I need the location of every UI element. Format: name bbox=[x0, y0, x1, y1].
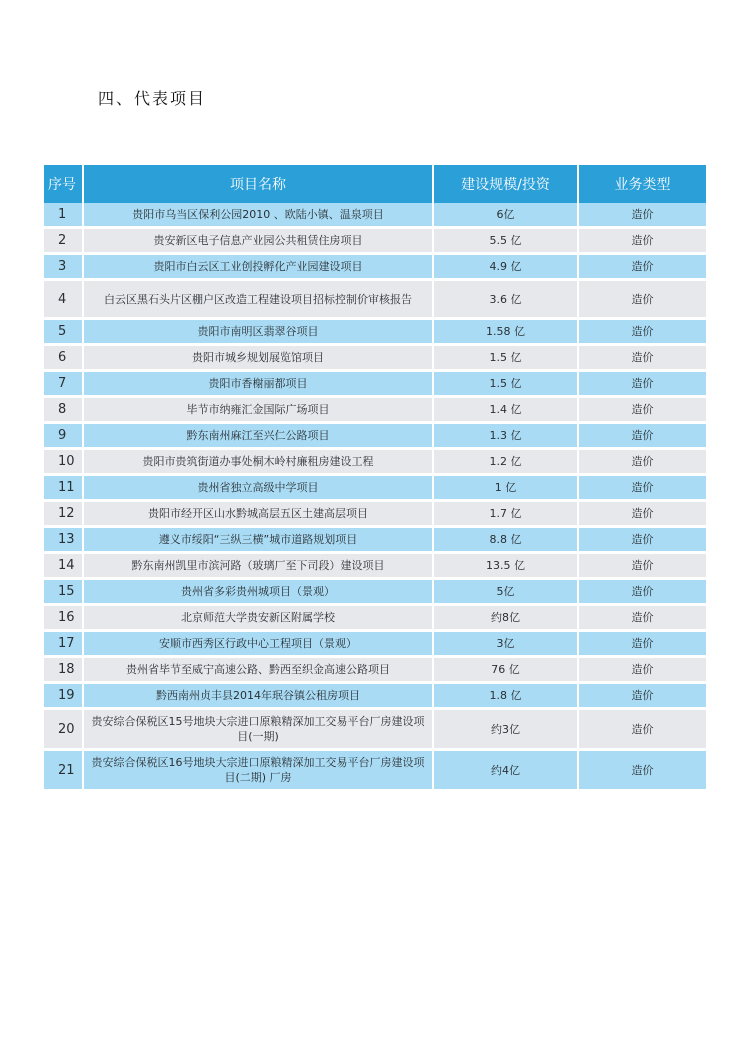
header-scale: 建设规模/投资 bbox=[434, 165, 579, 203]
row-business-type: 造价 bbox=[579, 372, 706, 398]
row-business-type: 造价 bbox=[579, 658, 706, 684]
row-project-name: 贵阳市城乡规划展览馆项目 bbox=[84, 346, 434, 372]
row-scale: 1.58 亿 bbox=[434, 320, 579, 346]
row-scale: 1.5 亿 bbox=[434, 372, 579, 398]
table-header-row bbox=[44, 165, 706, 203]
row-index: 21 bbox=[44, 751, 84, 792]
table-row bbox=[44, 229, 706, 255]
header-business-type: 业务类型 bbox=[579, 165, 706, 203]
row-project-name: 毕节市纳雍汇金国际广场项目 bbox=[84, 398, 434, 424]
table-row bbox=[44, 450, 706, 476]
table-row bbox=[44, 580, 706, 606]
row-business-type: 造价 bbox=[579, 450, 706, 476]
row-business-type: 造价 bbox=[579, 476, 706, 502]
table-row bbox=[44, 751, 706, 792]
table-row bbox=[44, 684, 706, 710]
row-index: 18 bbox=[44, 658, 84, 684]
row-index: 5 bbox=[44, 320, 84, 346]
table-row bbox=[44, 476, 706, 502]
row-project-name: 贵阳市经开区山水黔城高层五区土建高层项目 bbox=[84, 502, 434, 528]
row-index: 3 bbox=[44, 255, 84, 281]
table-row bbox=[44, 502, 706, 528]
row-index: 7 bbox=[44, 372, 84, 398]
row-index: 8 bbox=[44, 398, 84, 424]
row-business-type: 造价 bbox=[579, 281, 706, 320]
row-business-type: 造价 bbox=[579, 554, 706, 580]
row-business-type: 造价 bbox=[579, 502, 706, 528]
row-index: 4 bbox=[44, 281, 84, 320]
row-scale: 3亿 bbox=[434, 632, 579, 658]
table-row bbox=[44, 203, 706, 229]
row-business-type: 造价 bbox=[579, 632, 706, 658]
row-index: 2 bbox=[44, 229, 84, 255]
row-project-name: 安顺市西秀区行政中心工程项目（景观） bbox=[84, 632, 434, 658]
row-index: 12 bbox=[44, 502, 84, 528]
row-index: 15 bbox=[44, 580, 84, 606]
row-business-type: 造价 bbox=[579, 528, 706, 554]
row-index: 1 bbox=[44, 203, 84, 229]
table-row bbox=[44, 554, 706, 580]
row-project-name: 遵义市绥阳“三纵三横”城市道路规划项目 bbox=[84, 528, 434, 554]
row-project-name: 贵州省独立高级中学项目 bbox=[84, 476, 434, 502]
row-scale: 1 亿 bbox=[434, 476, 579, 502]
row-scale: 约3亿 bbox=[434, 710, 579, 751]
row-project-name: 贵安新区电子信息产业园公共租赁住房项目 bbox=[84, 229, 434, 255]
row-index: 20 bbox=[44, 710, 84, 751]
row-project-name: 北京师范大学贵安新区附属学校 bbox=[84, 606, 434, 632]
row-index: 17 bbox=[44, 632, 84, 658]
row-scale: 1.8 亿 bbox=[434, 684, 579, 710]
table-row bbox=[44, 528, 706, 554]
row-project-name: 贵阳市南明区翡翠谷项目 bbox=[84, 320, 434, 346]
row-scale: 8.8 亿 bbox=[434, 528, 579, 554]
row-index: 19 bbox=[44, 684, 84, 710]
table-row bbox=[44, 346, 706, 372]
row-scale: 3.6 亿 bbox=[434, 281, 579, 320]
row-business-type: 造价 bbox=[579, 580, 706, 606]
row-scale: 5亿 bbox=[434, 580, 579, 606]
row-project-name: 贵阳市白云区工业创投孵化产业园建设项目 bbox=[84, 255, 434, 281]
row-index: 10 bbox=[44, 450, 84, 476]
row-business-type: 造价 bbox=[579, 320, 706, 346]
table-row bbox=[44, 372, 706, 398]
table-row bbox=[44, 424, 706, 450]
row-scale: 5.5 亿 bbox=[434, 229, 579, 255]
table-row bbox=[44, 658, 706, 684]
row-index: 13 bbox=[44, 528, 84, 554]
table-row bbox=[44, 320, 706, 346]
row-scale: 约4亿 bbox=[434, 751, 579, 792]
row-scale: 1.5 亿 bbox=[434, 346, 579, 372]
row-index: 14 bbox=[44, 554, 84, 580]
row-business-type: 造价 bbox=[579, 203, 706, 229]
row-business-type: 造价 bbox=[579, 710, 706, 751]
table-row bbox=[44, 710, 706, 751]
table-row bbox=[44, 398, 706, 424]
row-scale: 1.4 亿 bbox=[434, 398, 579, 424]
row-project-name: 贵州省多彩贵州城项目（景观） bbox=[84, 580, 434, 606]
table-row bbox=[44, 281, 706, 320]
table-row bbox=[44, 632, 706, 658]
row-project-name: 白云区黑石头片区棚户区改造工程建设项目招标控制价审核报告 bbox=[84, 281, 434, 320]
row-business-type: 造价 bbox=[579, 398, 706, 424]
section-heading: 四、代表项目 bbox=[98, 89, 207, 108]
table-row bbox=[44, 255, 706, 281]
row-business-type: 造价 bbox=[579, 424, 706, 450]
row-scale: 1.7 亿 bbox=[434, 502, 579, 528]
row-project-name: 贵阳市贵筑街道办事处桐木岭村廉租房建设工程 bbox=[84, 450, 434, 476]
row-index: 6 bbox=[44, 346, 84, 372]
header-project-name: 项目名称 bbox=[84, 165, 434, 203]
row-scale: 约8亿 bbox=[434, 606, 579, 632]
header-index: 序号 bbox=[44, 165, 84, 203]
row-business-type: 造价 bbox=[579, 684, 706, 710]
row-project-name: 贵阳市乌当区保利公园2010 、欧陆小镇、温泉项目 bbox=[84, 203, 434, 229]
row-project-name: 黔东南州麻江至兴仁公路项目 bbox=[84, 424, 434, 450]
row-business-type: 造价 bbox=[579, 606, 706, 632]
row-business-type: 造价 bbox=[579, 346, 706, 372]
row-project-name: 贵州省毕节至威宁高速公路、黔西至织金高速公路项目 bbox=[84, 658, 434, 684]
row-project-name: 贵安综合保税区15号地块大宗进口原粮精深加工交易平台厂房建设项目(一期) bbox=[84, 710, 434, 751]
projects-table bbox=[44, 165, 706, 792]
row-scale: 4.9 亿 bbox=[434, 255, 579, 281]
table-row bbox=[44, 606, 706, 632]
row-project-name: 黔西南州贞丰县2014年珉谷镇公租房项目 bbox=[84, 684, 434, 710]
row-project-name: 黔东南州凯里市滨河路（玻璃厂至下司段）建设项目 bbox=[84, 554, 434, 580]
row-scale: 76 亿 bbox=[434, 658, 579, 684]
row-scale: 1.2 亿 bbox=[434, 450, 579, 476]
row-business-type: 造价 bbox=[579, 229, 706, 255]
row-project-name: 贵安综合保税区16号地块大宗进口原粮精深加工交易平台厂房建设项目(二期) 厂房 bbox=[84, 751, 434, 792]
row-scale: 13.5 亿 bbox=[434, 554, 579, 580]
row-project-name: 贵阳市香榭丽都项目 bbox=[84, 372, 434, 398]
row-scale: 1.3 亿 bbox=[434, 424, 579, 450]
row-scale: 6亿 bbox=[434, 203, 579, 229]
row-index: 9 bbox=[44, 424, 84, 450]
row-index: 16 bbox=[44, 606, 84, 632]
row-business-type: 造价 bbox=[579, 255, 706, 281]
row-business-type: 造价 bbox=[579, 751, 706, 792]
row-index: 11 bbox=[44, 476, 84, 502]
